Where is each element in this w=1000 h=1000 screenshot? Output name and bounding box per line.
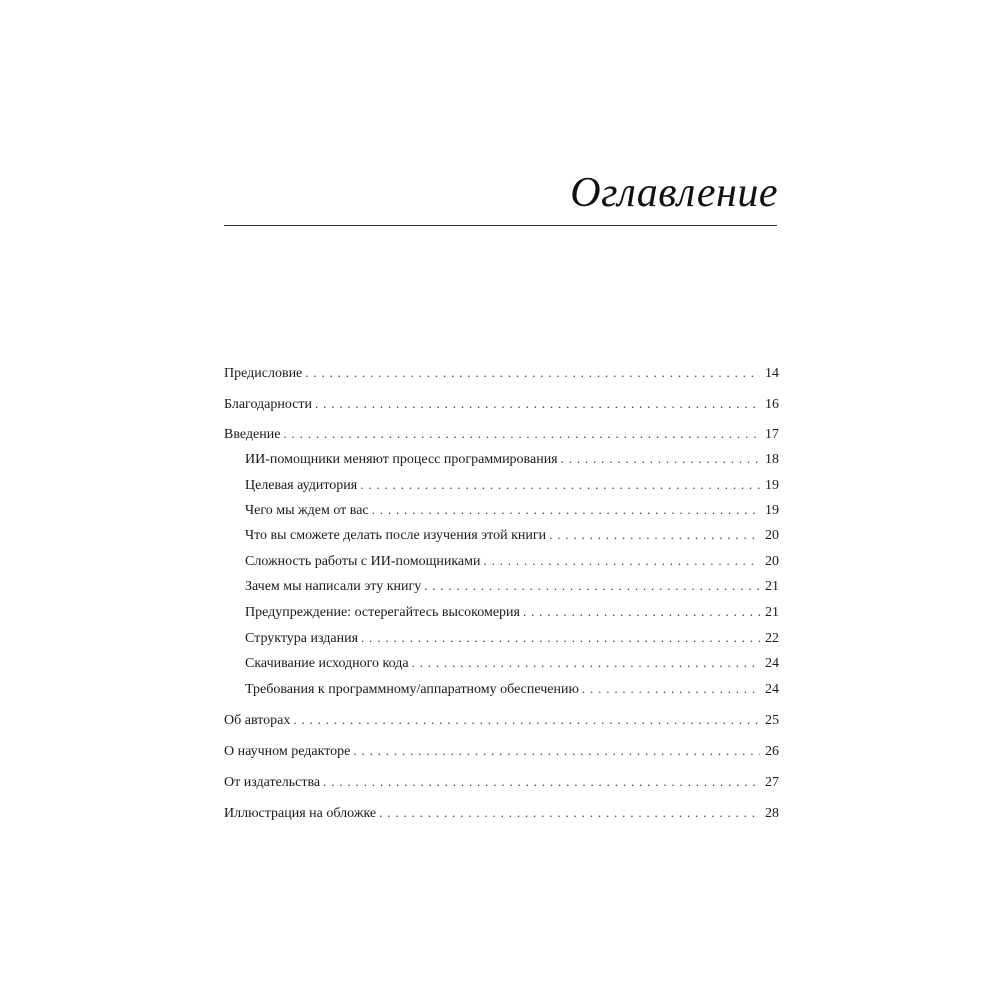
toc-entry-page: 24 (765, 656, 779, 671)
toc-entry-label: Введение (224, 427, 281, 442)
toc-subentry-ai-assistants-change[interactable] (245, 448, 779, 470)
toc-entry-publisher[interactable] (224, 771, 779, 793)
toc-entry-page: 21 (765, 605, 779, 620)
toc-entry-label: Зачем мы написали эту книгу (245, 579, 422, 594)
dot-leader (561, 448, 760, 470)
toc-entry-page: 27 (765, 775, 779, 790)
dot-leader (283, 423, 760, 445)
dot-leader (305, 362, 760, 384)
toc-subentry-structure[interactable] (245, 627, 779, 649)
toc-entry-label: Скачивание исходного кода (245, 656, 409, 671)
dot-leader (361, 627, 760, 649)
dot-leader (424, 575, 760, 597)
dot-leader (372, 499, 760, 521)
toc-subentry-warning[interactable] (245, 601, 779, 623)
toc-entry-introduction[interactable] (224, 423, 779, 445)
toc-entry-page: 22 (765, 631, 779, 646)
toc-entry-page: 18 (765, 452, 779, 467)
toc-entry-label: Сложность работы с ИИ-помощниками (245, 554, 481, 569)
toc-subentry-target-audience[interactable] (245, 474, 779, 496)
toc-entry-page: 16 (765, 397, 779, 412)
toc-subentry-requirements[interactable] (245, 678, 779, 700)
toc-entry-label: Структура издания (245, 631, 359, 646)
toc-subentry-why-we-wrote[interactable] (245, 575, 779, 597)
toc-entry-label: Иллюстрация на обложке (224, 806, 377, 821)
page-title: Оглавление (570, 170, 778, 216)
dot-leader (379, 802, 760, 824)
toc-subentry-source-code[interactable] (245, 652, 779, 674)
dot-leader (323, 771, 760, 793)
toc-entry-page: 26 (765, 744, 779, 759)
dot-leader (582, 678, 760, 700)
dot-leader (549, 524, 760, 546)
toc-subentry-expectations[interactable] (245, 499, 779, 521)
toc-entry-label: Требования к программному/аппаратному обеспечению (245, 682, 579, 697)
toc-entry-label: Чего мы ждем от вас (245, 503, 369, 518)
toc-entry-page: 21 (765, 579, 779, 594)
toc-entry-page: 20 (765, 554, 779, 569)
toc-entry-label: ИИ-помощники меняют процесс программирования (245, 452, 558, 467)
dot-leader (353, 740, 760, 762)
toc-entry-label: Целевая аудитория (245, 478, 358, 493)
dot-leader (360, 474, 760, 496)
dot-leader (293, 709, 760, 731)
toc-entry-cover-illustration[interactable] (224, 802, 779, 824)
toc-entry-preface[interactable] (224, 362, 779, 384)
toc-entry-page: 20 (765, 528, 779, 543)
dot-leader (412, 652, 760, 674)
table-of-contents (224, 0, 779, 1000)
toc-entry-page: 17 (765, 427, 779, 442)
toc-entry-about-authors[interactable] (224, 709, 779, 731)
toc-entry-label: Предупреждение: остерегайтесь высокомерия (245, 605, 520, 620)
toc-entry-label: Благодарности (224, 397, 313, 412)
toc-entry-label: Об авторах (224, 713, 291, 728)
toc-entry-page: 25 (765, 713, 779, 728)
dot-leader (483, 550, 760, 572)
toc-entry-about-editor[interactable] (224, 740, 779, 762)
toc-entry-page: 19 (765, 478, 779, 493)
toc-entry-label: Что вы сможете делать после изучения этой книги (245, 528, 547, 543)
toc-entry-page: 24 (765, 682, 779, 697)
toc-entry-label: Предисловие (224, 366, 303, 381)
toc-subentry-difficulty[interactable] (245, 550, 779, 572)
dot-leader (523, 601, 760, 623)
toc-entry-label: От издательства (224, 775, 321, 790)
toc-entry-page: 28 (765, 806, 779, 821)
dot-leader (315, 393, 760, 415)
toc-entry-label: О научном редакторе (224, 744, 351, 759)
toc-entry-page: 19 (765, 503, 779, 518)
toc-entry-page: 14 (765, 366, 779, 381)
toc-subentry-after-reading[interactable] (245, 524, 779, 546)
toc-entry-acknowledgements[interactable] (224, 393, 779, 415)
